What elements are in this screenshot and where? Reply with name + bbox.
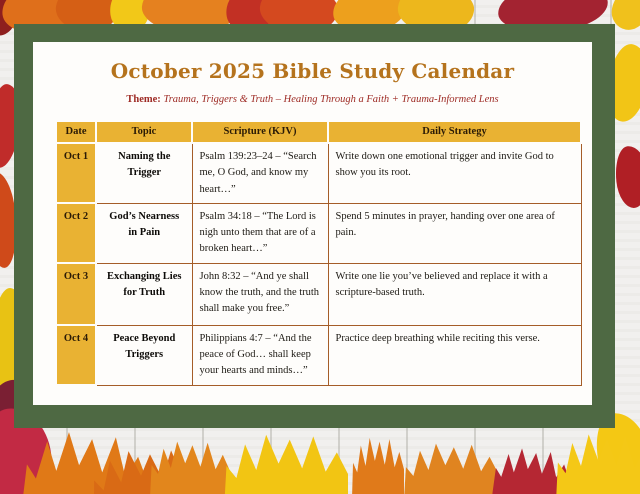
scripture-cell: Philippians 4:7 – “And the peace of God… shall keep your hearts and minds…” — [192, 325, 328, 385]
strategy-cell: Write one lie you’ve believed and replace it with a scripture-based truth. — [328, 263, 581, 325]
theme-label: Theme: — [126, 94, 161, 105]
table-row — [56, 263, 581, 325]
scripture-cell: John 8:32 – “And ye shall know the truth, and the truth shall make you free.” — [192, 263, 328, 325]
topic-cell: Peace Beyond Triggers — [96, 325, 192, 385]
strategy-cell: Write down one emotional trigger and invite God to show you its root. — [328, 143, 581, 203]
strategy-cell: Spend 5 minutes in prayer, handing over one area of pain. — [328, 203, 581, 263]
date-cell: Oct 3 — [56, 263, 96, 325]
topic-cell: God’s Nearness in Pain — [96, 203, 192, 263]
topic-cell: Naming the Trigger — [96, 143, 192, 203]
column-header-topic: Topic — [96, 121, 192, 143]
date-cell: Oct 2 — [56, 203, 96, 263]
flyer-panel — [33, 42, 592, 405]
green-frame — [14, 24, 615, 428]
column-header-scripture: Scripture (KJV) — [192, 121, 328, 143]
table-row — [56, 203, 581, 263]
column-header-date: Date — [56, 121, 96, 143]
strategy-cell: Practice deep breathing while reciting this verse. — [328, 325, 581, 385]
table-row — [56, 143, 581, 203]
table-row — [56, 325, 581, 385]
calendar-table — [55, 120, 582, 386]
topic-cell: Exchanging Lies for Truth — [96, 263, 192, 325]
scripture-cell: Psalm 139:23–24 – “Search me, O God, and know my heart…” — [192, 143, 328, 203]
page-title: October 2025 Bible Study Calendar — [110, 59, 515, 83]
column-header-strategy: Daily Strategy — [328, 121, 581, 143]
scripture-cell: Psalm 34:18 – “The Lord is nigh unto them that are of a broken heart…” — [192, 203, 328, 263]
table-header-row — [56, 121, 581, 143]
theme-text: Trauma, Triggers & Truth – Healing Through a Faith + Trauma-Informed Lens — [160, 94, 499, 105]
date-cell: Oct 1 — [56, 143, 96, 203]
date-cell: Oct 4 — [56, 325, 96, 385]
theme-line — [33, 94, 592, 105]
